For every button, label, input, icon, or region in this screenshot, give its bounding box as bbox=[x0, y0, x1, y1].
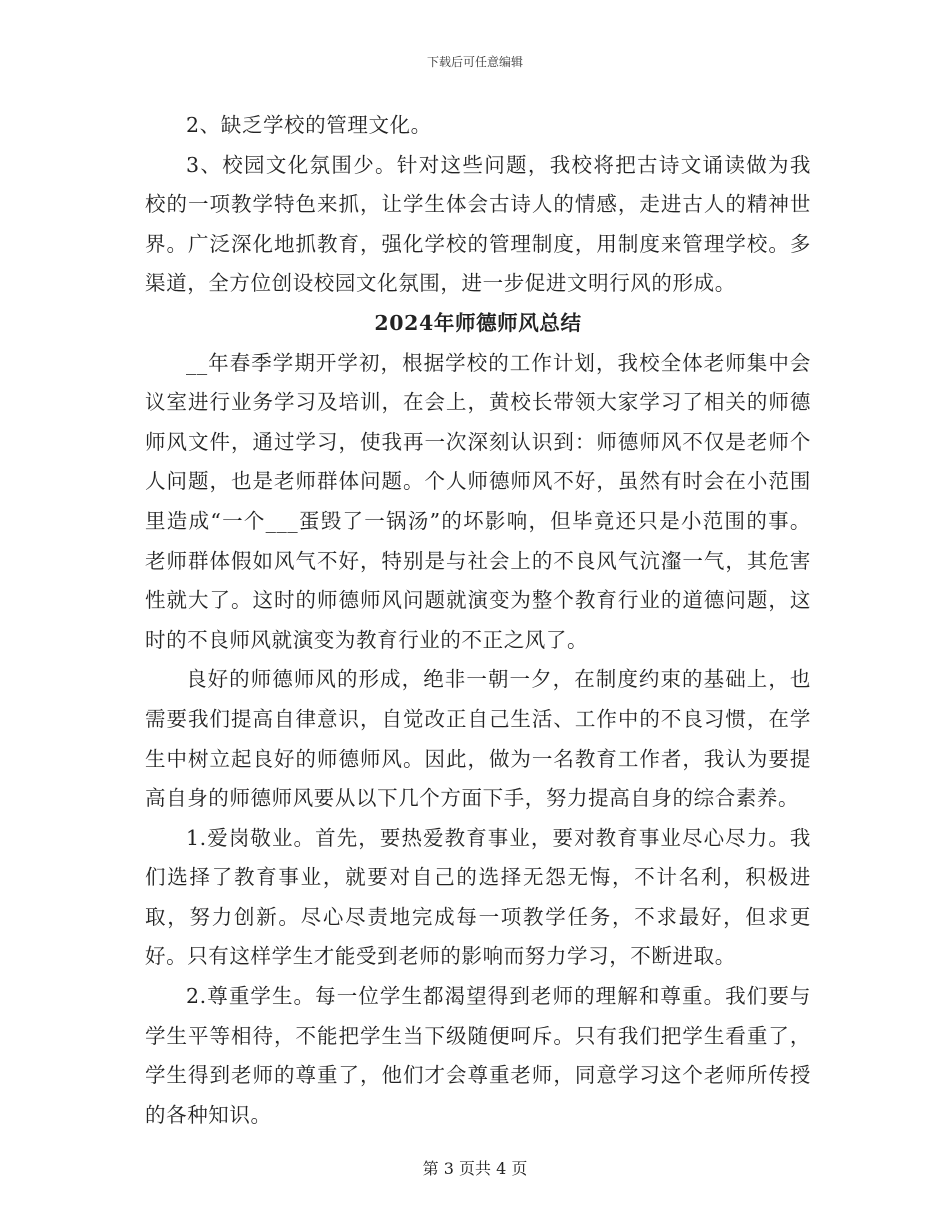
document-body bbox=[145, 106, 811, 1135]
paragraph-point-2: 2.尊重学生。每一位学生都渴望得到老师的理解和尊重。我们要与学生平等相待，不能把学生当下级随便呵斥。只有我们把学生看重了，学生得到老师的尊重了，他们才会尊重老师，同意学习这个老师所传授的各种知识。 bbox=[145, 984, 811, 1127]
paragraph-item-2: 2、缺乏学校的管理文化。 bbox=[186, 113, 432, 137]
paragraph-formation: 良好的师德师风的形成，绝非一朝一夕，在制度约束的基础上，也需要我们提高自律意识，自觉改正自己生活、工作中的不良习惯，在学生中树立起良好的师德师风。因此，做为一名教育工作者，我认为要提高自身的师德师风要从以下几个方面下手，努力提高自身的综合素养。 bbox=[145, 667, 811, 811]
paragraph-point-1: 1.爱岗敬业。首先，要热爱教育事业，要对教育事业尽心尽力。我们选择了教育事业，就要对自己的选择无怨无悔，不计名利，积极进取，努力创新。尽心尽责地完成每一项教学任务，不求最好，但求更好。只有这样学生才能受到老师的影响而努力学习，不断进取。 bbox=[145, 825, 811, 969]
page-header-note: 下载后可任意编辑 bbox=[426, 55, 523, 69]
section-title: 2024年师德师风总结 bbox=[374, 310, 582, 335]
paragraph-item-3: 3、校园文化氛围少。针对这些问题，我校将把古诗文诵读做为我校的一项教学特色来抓，让学生体会古诗人的情感，走进古人的精神世界。广泛深化地抓教育，强化学校的管理制度，用制度来管理学校。多渠道，全方位创设校园文化氛围，进一步促进文明行风的形成。 bbox=[145, 152, 811, 296]
paragraph-intro: __年春季学期开学初，根据学校的工作计划，我校全体老师集中会议室进行业务学习及培训，在会上，黄校长带领大家学习了相关的师德师风文件，通过学习，使我再一次深刻认识到：师德师风不仅是老师个人问题，也是老师群体问题。个人师德师风不好，虽然有时会在小范围里造成“一个___蛋毁了一锅汤”的坏影响，但毕竟还只是小范围的事。老师群体假如风气不好，特别是与社会上的不良风气沆瀣一气，其危害性就大了。这时的师德师风问题就演变为整个教育行业的道德问题，这时的不良师风就演变为教育行业的不正之风了。 bbox=[145, 350, 811, 652]
page-number: 第 3 页共 4 页 bbox=[422, 1159, 528, 1178]
